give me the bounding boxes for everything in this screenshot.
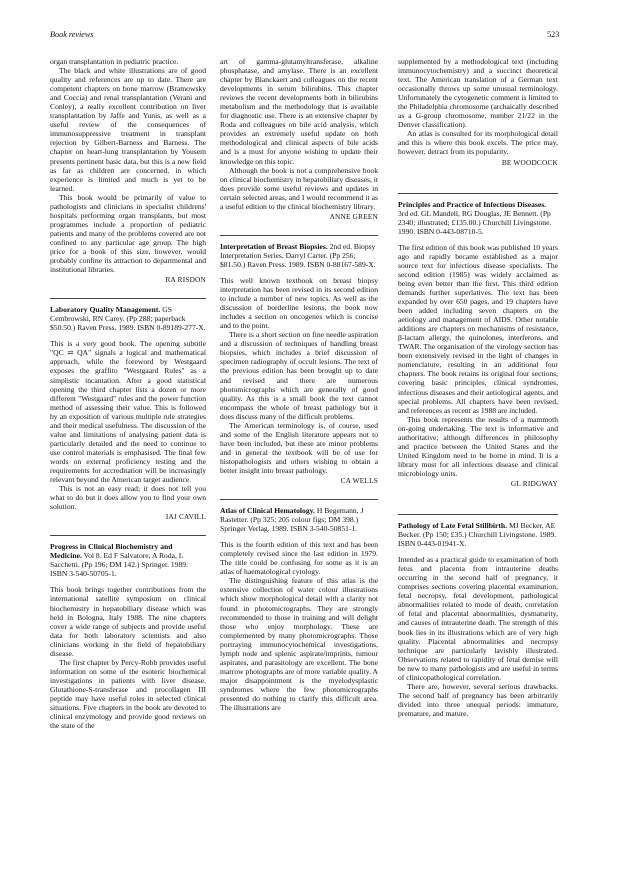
book-details: GS Cembrowski, RN Carey. (Pp 288; paperback $50.50.) Raven Press. 1989. ISBN 0-89189-277-X. (50, 305, 206, 333)
book-details: 2nd ed. Biopsy Interpretation Series. Darryl Carter. (Pp 256; $81.50.) Raven Press. 1989. ISBN 0-88167-589-X. (220, 241, 376, 269)
paragraph: The first chapter by Percy-Robb provides useful information on some of the esoteric biochemical investigations in patients with liver disease. Glutathione-S-transferase and procollagen III peptide may have useful roles in selected clinical situations. Five chapters in the book are devoted to clinical enzymology and provide good reviews on the state of the (50, 657, 206, 731)
paragraph: The distinguishing feature of this atlas is the extensive collection of water colour illustrations which show morphological detail with a clarity not found in photomicrographs. They are strongly recommended to those in training and will delight those who enjoy morphology. These are complemented by many photomicrographs. Those portraying immunocytochemical investigations, lymph node and splenic aspirate/imprints, tumour aspirates, and parasitology are excellent. The bone marrow photographs are of more variable quality. A major disappointment is the myelodysplastic syndromes where the few photomicrographs presented do nothing to clarify this difficult area. The illustrations are (220, 576, 378, 713)
review-heading (220, 235, 378, 269)
review-heading (220, 499, 378, 533)
review-heading (398, 514, 558, 548)
paragraph: supplemented by a methodological text (including immunocytochemistry) and a succinct theoretical text. The American translation of a German text occasionally throws up some unusual terminology. Unfortunately the cytogenetic comment is limited to the Philadelphia chromosome (archaically described as a G-group chromosome, number 21/22 in the Denver classification). (398, 57, 558, 130)
paragraph: This book represents the results of a mammoth on-going undertaking. The text is informative and authoritative; although differences in philosophy and practice between the United States and the United Kingdom need to be borne in mind. It is a library must for all infectious disease and clinical microbiology units. (398, 414, 558, 478)
paragraph: This well known textbook on breast biopsy interpretation has been revised in its second edition to include a number of new topics. As well as the discussion of borderline lesions, the book now includes a section on oncogenes which is concise and to the point. (220, 275, 378, 331)
column-1 (50, 57, 206, 730)
book-details: H Begemann, J Rastetter. (Pp 325; 205 colour figs; DM 398.) Springer Verlag. 1989. ISBN 3-540-50851-1. (220, 506, 364, 534)
paragraph: Although the book is not a comprehensive book on clinical biochemistry in hepatobiliary diseases, it does provide some useful reviews and updates in certain selected areas, and I would recommend it as a useful edition to the clinical biochemistry library. (220, 165, 378, 211)
paragraph: This is the fourth edition of this text and has been completely revised since the last edition in 1979. The title could be confusing for some as it is an atlas of haematological cytology. (220, 540, 378, 577)
paragraph: art of gamma-glutamyltransferase, alkaline phosphatase, and amylase. There is an excellent chapter by Blanckaert and colleagues on the recent developments in serum bilirubins. This chapter reviews the recent developments both in bilirubins metabolism and the methodology that is available for diagnostic use. There is an extensive chapter by Roda and colleagues on bile acid analysis, which provides an extremely useful update on both methodological and clinical aspects of bile acids and is a must for anyone wishing to update their knowledge on this topic. (220, 57, 378, 166)
reviewer-signature: RA RISDON (165, 275, 206, 285)
paragraph: An atlas is consulted for its morphological detail and this is where this book excels. The price may, however, detract from its popularity. (398, 129, 558, 157)
paragraph: There are, however, several serious drawbacks. The second half of pregnancy has been arbitrarily divided into three unequal periods: immature, premature, and mature. (398, 681, 558, 718)
reviewer-signature: ANNE GREEN (329, 211, 378, 221)
column-gap (398, 169, 558, 179)
book-title: Pathology of Late Fetal Stillbirth. (398, 521, 508, 531)
book-details: MJ Becker, AE Becker. (Pp 150; £35.) Churchill Livingstone. 1989. ISBN 0-443-01941-X. (398, 521, 557, 549)
book-title: Atlas of Clinical Hematology. (220, 506, 315, 516)
paragraph: This is a very good book. The opening subtitle "QC ⇌ QA" signals a logical and mathematical approach, while the foreword by Westgaard exposes the graffito "Westgaard Rules" as a simplistic incantation. After a good statistical opening the third chapter lists a dozen or more different "Westgaard" rules and the power function method of assessing their value. This is followed by an exposition of various multiple rule strategies and their medical usefulness. The discussion of the value and limitations of analysing patient data is particularly detailed and the need to continue to use control materials is emphasised. The final few words on external proficiency testing and the requirements for accreditation will be increasingly relevant beyond the American target audience. (50, 339, 206, 485)
book-details: 3rd ed. GL Mandell, RG Douglas, JE Bennett. (Pp 2340; illustrated; £135.00.) Churchill Livingstone. 1990. ISBN 0-443-08710-5. (398, 208, 552, 236)
book-title: Interpretation of Breast Biopsies. (220, 241, 328, 251)
reviewer-signature: BE WOODCOCK (501, 157, 558, 167)
book-title: Principles and Practice of Infectious Diseases. (398, 199, 547, 209)
paragraph: This book brings together contributions from the international satellite symposium on clinical biochemistry in hepatobiliary disease which was held in Bologna, Italy 1988. The nine chapters cover a wide range of subjects and provide useful data for both laboratory scientists and also clinicians working in the field of hepatobiliary disease. (50, 585, 206, 658)
column-gap (398, 490, 558, 500)
review-heading (398, 193, 558, 236)
paragraph: Intended as a practical guide to examination of both fetus and placenta from intrauterine deaths occurring in the second half of pregnancy, it comprises sections covering placental examination, fetal necropsy, fetal development, pathological abnormalities related to mode of death, correlation of fetal and placental abnormalities, dysmaturity, and causes of intrauterine death. The strength of this book lies in its illustrations which are of very high quality. Placental abnormalities and necropsy technique are particularly lavishly illustrated. Observations related to rapidity of fetal demise will be new to many pathologists and are useful in terms of clinicopathological correlation. (398, 555, 558, 682)
review-heading (50, 298, 206, 332)
book-details: Vol 8. Ed F Salvatore, A Roda, L Sacchetti. (Pp 196; DM 142.) Springer. 1989. ISBN 3-540-50705-1. (50, 551, 188, 579)
running-header-section: Book reviews (50, 30, 94, 39)
paragraph: The black and white illustrations are of good quality and references are up to date. There are competent chapters on bone marrow (Bramowsky and Coccia) and renal transplantation (Verani and Conley), a really excellent contribution on liver transplantation by Jaffe and Yunis, as well as a useful review of the consequences of immunosuppressive treatment in transplant rejection by Gilbert-Barness and Barness. The chapter on heart-lung transplantation by Yousem presents pertinent basic data, but this is a new field as far as children are concerned, in which experience is limited and much is yet to be learned. (50, 66, 206, 193)
column-2 (220, 57, 378, 712)
paragraph: The American terminology is, of course, used and some of the English literature appears not to have been included, but these are minor problems and in general the textbook will be of use for histopathologists and others wishing to obtain a better insight into breast pathology. (220, 420, 378, 475)
page-number: 523 (547, 30, 560, 39)
book-title: Laboratory Quality Management. (50, 305, 161, 315)
paragraph: This book would be primarily of value to pathologists and clinicians in specialist childrens' hospitals performing organ transplants, but most programmes include a proportion of pediatric patients and many of the problems covered are not confined to any particular age group. The high price for a book of this size, however, would probably confine its attraction to departmental and institutional libraries. (50, 192, 206, 275)
column-3 (398, 57, 558, 718)
reviewer-signature: IAJ CAVILL (165, 512, 206, 522)
reviewer-signature: GL RIDGWAY (510, 478, 558, 488)
reviewer-signature: CA WELLS (340, 476, 378, 486)
paragraph: There is a short section on fine needle aspiration and a discussion of techniques of handling breast biopsies, which includes a brief discussion of specimen radiography of occult lesions. The text of the previous edition has been brought up to date and revised and there are numerous photomicrographs which are generally of good quality. As this is a small book the text cannot encompass the whole of breast pathology but it does discuss many of the difficult problems. (220, 330, 378, 421)
review-heading (50, 535, 206, 578)
paragraph: This is not an easy read; it does not tell you what to do but it does allow you to find your own solution. (50, 484, 206, 512)
paragraph: The first edition of this book was published 10 years ago and rapidly became established as a major source text for infectious disease specialists. The second edition (1985) was widely acclaimed as being even better than the first. This third edition demands further superlatives. The text has been expanded by over 650 pages, and 19 chapters have been added including seven chapters on the aetiology and management of AIDS. Other notable additions are chapters on mechanisms of resistance, β-lactam allergy, the quinolones, interferons, and TWAR. The organisation of the virology section has been extensively revised in the light of changes in nomenclature, resulting in an additional four chapters. The book retains its original four sections, covering basic principles, clinical syndromes, infectious diseases and their aetiological agents, and special problems. All chapters have been revised, and references as recent as 1988 are included. (398, 242, 558, 415)
paragraph: organ transplantation in pediatric practice. (50, 57, 179, 66)
book-title: Progress in Clinical Biochemistry and Medicine. (50, 542, 173, 561)
